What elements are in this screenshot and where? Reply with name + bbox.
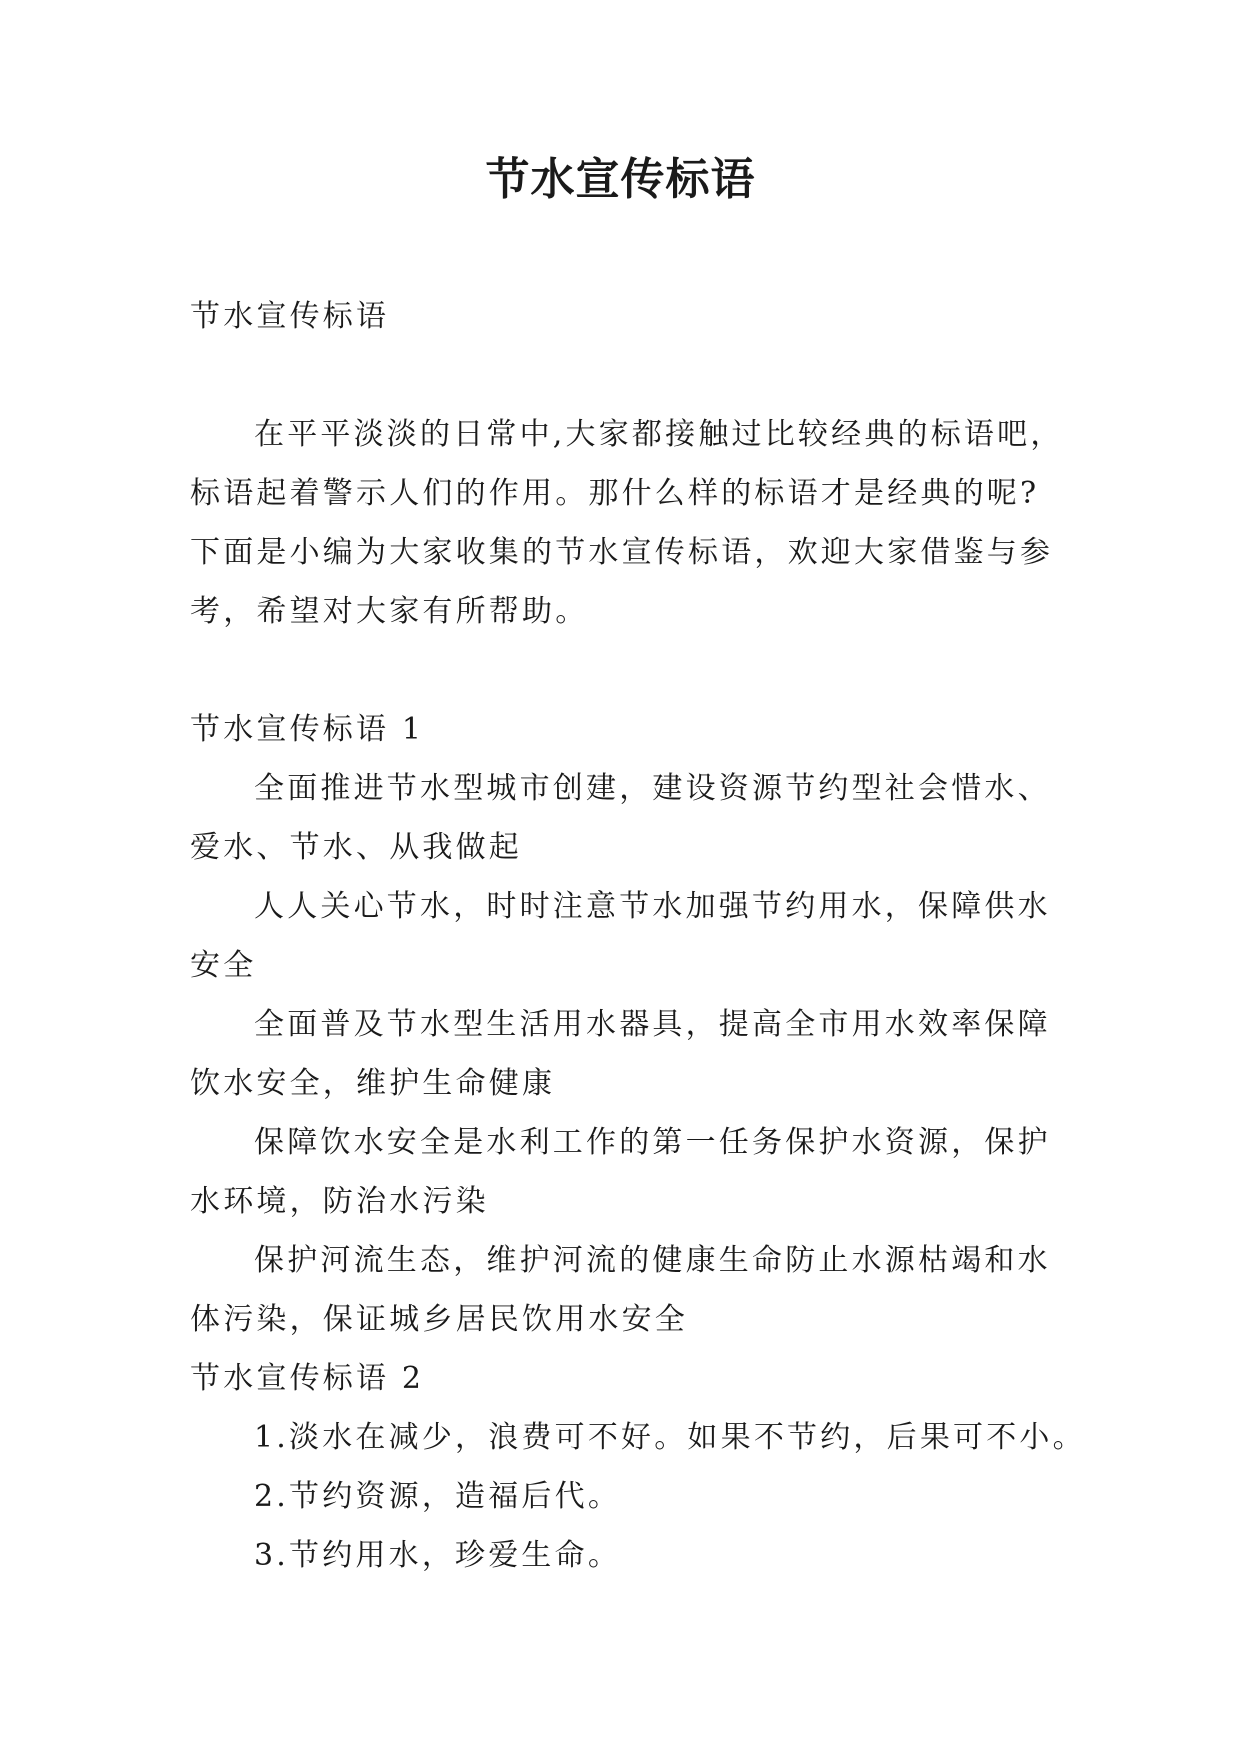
slogan-line: 全面推进节水型城市创建，建设资源节约型社会惜水、 [254,771,1051,806]
list-item: 1.淡水在减少，浪费可不好。如果不节约，后果可不小。 [254,1420,1086,1455]
slogan-line: 全面普及节水型生活用水器具，提高全市用水效率保障 [254,1007,1051,1042]
intro-line: 标语起着警示人们的作用。那什么样的标语才是经典的呢? [190,476,1040,511]
subtitle: 节水宣传标语 [190,299,390,334]
slogan-line: 体污染，保证城乡居民饮用水安全 [190,1302,688,1337]
slogan-line: 人人关心节水，时时注意节水加强节约用水，保障供水 [254,889,1051,924]
slogan-line: 爱水、节水、从我做起 [190,830,522,865]
slogan-line: 保障饮水安全是水利工作的第一任务保护水资源，保护 [254,1125,1051,1160]
spacer [190,641,1056,700]
document-body [190,287,1086,1585]
intro-line: 下面是小编为大家收集的节水宣传标语，欢迎大家借鉴与参 [190,535,1054,570]
section-heading: 节水宣传标语 1 [190,712,425,747]
spacer [190,346,1056,405]
slogan-line: 保护河流生态，维护河流的健康生命防止水源枯竭和水 [254,1243,1051,1278]
section-heading: 节水宣传标语 2 [190,1361,425,1396]
slogan-line: 饮水安全，维护生命健康 [190,1066,556,1101]
slogan-line: 安全 [190,948,257,983]
slogan-line: 水环境，防治水污染 [190,1184,489,1219]
intro-line: 考，希望对大家有所帮助。 [190,594,589,629]
intro-line: 在平平淡淡的日常中,大家都接触过比较经典的标语吧， [254,417,1064,452]
list-item: 3.节约用水，珍爱生命。 [254,1538,622,1573]
document-title: 节水宣传标语 [485,154,756,205]
list-item: 2.节约资源，造福后代。 [254,1479,622,1514]
